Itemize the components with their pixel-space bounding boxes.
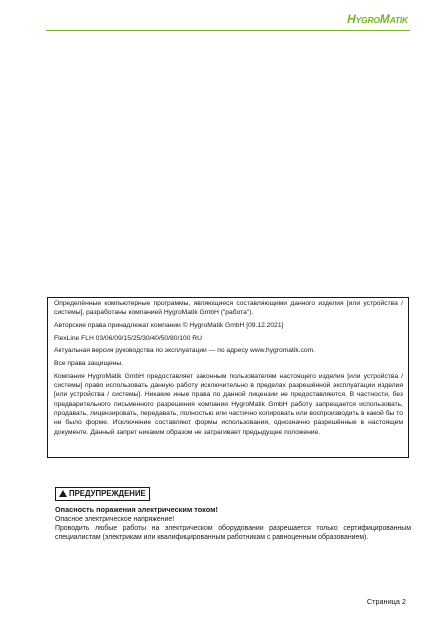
warning-triangle-icon [59, 490, 67, 497]
logo-part: M [379, 12, 390, 26]
copyright-paragraph: Актуальная версия руководства по эксплуатации — по адресу www.hygromatik.com. [54, 347, 316, 355]
logo-part: ATIK [389, 15, 408, 25]
copyright-paragraph: Авторские права принадлежат компании © HygroMatik GmbH [09.12.2021] [54, 321, 284, 329]
warning-label-text: ПРЕДУПРЕЖДЕНИЕ [69, 489, 146, 498]
copyright-paragraph: FlexLine FLH 03/06/09/15/25/30/40/50/80/100 RU [54, 334, 202, 342]
electric-shock-warning [55, 505, 411, 542]
copyright-paragraph: Определённые компьютерные программы, являющиеся составляющими данного изделия [или устройства / системы], разработаны компанией HygroMatik GmbH ("работа"). [54, 300, 403, 317]
warning-subtitle: Опасное электрическое напряжение! [55, 515, 175, 523]
warning-title: Опасность поражения электрическим током! [55, 505, 218, 514]
header-divider [46, 30, 410, 31]
logo-part: YGRO [355, 15, 380, 25]
copyright-notice-box [47, 297, 409, 458]
warning-label [55, 487, 150, 501]
copyright-paragraph: Компания HygroMatik GmbH предоставляет законным пользователям настоящего изделия [или устройства / системы] право использовать данную работу исключительно в пределах разрешённой эксплуатации изделия [или устройства / системы]. Никакие иные права по данной лицензии не предоставляются. В частности, без предварительного письменного разрешения компании HygroMatik GmbH работу запрещается использовать, продавать, лицензировать, передавать, полностью или частично копировать или воспроизводить в какой бы то ни было форме. Исключение составляют формы использования, однозначно разрешённые в настоящем документе. Данный запрет никаким образом не затрагивает предыдущее положение. [54, 372, 403, 436]
warning-body: Проводить любые работы на электрическом оборудовании разрешается только сертифицированным специалистам (электрикам или квалифицированным работникам с равноценным образованием). [55, 524, 411, 542]
page-number: Страница 2 [366, 597, 406, 606]
hygromatik-logo [347, 12, 408, 26]
logo-part: H [347, 12, 356, 26]
copyright-paragraph: Все права защищены. [54, 360, 124, 368]
